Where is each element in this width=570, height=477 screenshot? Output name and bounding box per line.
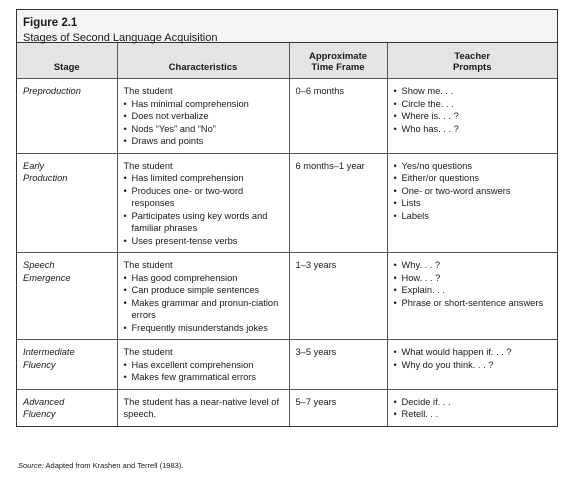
table-header-row bbox=[17, 43, 557, 79]
characteristics-intro: The student bbox=[123, 260, 173, 270]
characteristics-intro: The student bbox=[123, 86, 173, 96]
characteristics-cell bbox=[117, 79, 289, 154]
prompt-item: • Circle the. . . bbox=[394, 98, 552, 111]
figure-number: Figure 2.1 bbox=[23, 17, 78, 29]
table-row bbox=[17, 153, 557, 253]
prompt-item: • Who has. . . ? bbox=[394, 123, 552, 136]
stages-table bbox=[17, 43, 557, 426]
prompt-item: • Show me. . . bbox=[394, 85, 552, 98]
time-frame-cell: 0–6 months bbox=[289, 79, 387, 154]
table-row bbox=[17, 389, 557, 426]
column-header-prompts-line: Teacher bbox=[454, 51, 491, 62]
stage-cell bbox=[17, 389, 117, 426]
prompts-list bbox=[394, 160, 552, 223]
characteristic-item: • Participates using key words and familiar phrases bbox=[124, 210, 283, 235]
characteristic-item: • Draws and points bbox=[124, 135, 283, 148]
time-frame-cell: 6 months–1 year bbox=[289, 153, 387, 253]
stage-name-line: Fluency bbox=[23, 409, 56, 419]
characteristic-item: • Can produce simple sentences bbox=[124, 284, 283, 297]
stage-cell bbox=[17, 153, 117, 253]
characteristic-item: • Nods “Yes” and “No” bbox=[124, 123, 283, 136]
characteristic-item: • Produces one- or two-word responses bbox=[124, 185, 283, 210]
stage-cell bbox=[17, 79, 117, 154]
prompt-item: • Retell. . . bbox=[394, 408, 552, 421]
characteristic-item: • Has minimal comprehension bbox=[124, 98, 283, 111]
characteristics-list bbox=[124, 359, 283, 384]
characteristics-intro: The student has a near-native level of speech. bbox=[123, 396, 280, 419]
source-note bbox=[18, 461, 183, 470]
characteristics-cell bbox=[117, 253, 289, 340]
prompt-item: • Why do you think. . . ? bbox=[394, 359, 552, 372]
table-row bbox=[17, 340, 557, 390]
time-frame-cell: 5–7 years bbox=[289, 389, 387, 426]
prompts-list bbox=[394, 396, 552, 421]
time-frame-cell: 1–3 years bbox=[289, 253, 387, 340]
source-label: Source: bbox=[18, 461, 44, 470]
characteristics-list bbox=[124, 98, 283, 148]
stage-name-line: Advanced bbox=[23, 396, 65, 407]
source-text: Adapted from Krashen and Terrell (1983). bbox=[43, 461, 184, 470]
stage-name-line: Fluency bbox=[23, 359, 56, 370]
prompt-item: • Lists bbox=[394, 197, 552, 210]
prompt-item: • One- or two-word answers bbox=[394, 185, 552, 198]
prompts-cell bbox=[387, 79, 557, 154]
column-header-prompts bbox=[387, 43, 557, 79]
characteristic-item: • Makes grammar and pronun-ciation errors bbox=[124, 297, 283, 322]
characteristics-intro: The student bbox=[123, 160, 173, 171]
prompt-item: • What would happen if. . . ? bbox=[394, 346, 552, 359]
prompts-cell bbox=[387, 253, 557, 340]
figure-header bbox=[17, 10, 557, 43]
characteristics-list bbox=[124, 172, 283, 247]
figure-title: Stages of Second Language Acquisition bbox=[23, 32, 218, 44]
table-row bbox=[17, 253, 557, 340]
characteristic-item: • Uses present-tense verbs bbox=[124, 235, 283, 248]
characteristic-item: • Has excellent comprehension bbox=[124, 359, 283, 372]
stage-name-line: Emergence bbox=[23, 272, 71, 283]
prompts-list bbox=[394, 85, 552, 135]
prompts-list bbox=[394, 259, 552, 309]
characteristics-cell bbox=[117, 153, 289, 253]
column-header-time-frame-line: Time Frame bbox=[311, 62, 365, 73]
characteristic-item: • Frequently misunderstands jokes bbox=[124, 322, 283, 335]
characteristic-item: • Has limited comprehension bbox=[124, 172, 283, 185]
column-header-prompts-line: Prompts bbox=[452, 62, 492, 73]
characteristics-cell bbox=[117, 340, 289, 390]
characteristic-item: • Does not verbalize bbox=[124, 110, 283, 123]
prompt-item: • How. . . ? bbox=[394, 272, 552, 285]
characteristics-list bbox=[124, 272, 283, 335]
characteristics-cell bbox=[117, 389, 289, 426]
stage-name-line: Preproduction bbox=[23, 86, 81, 96]
column-header-time-frame-line: Approximate bbox=[308, 51, 368, 62]
prompt-item: • Either/or questions bbox=[394, 172, 552, 185]
prompt-item: • Explain. . . bbox=[394, 284, 552, 297]
stage-cell bbox=[17, 340, 117, 390]
table-row bbox=[17, 79, 557, 154]
figure-table-container bbox=[16, 9, 558, 427]
prompt-item: • Why. . . ? bbox=[394, 259, 552, 272]
prompts-cell bbox=[387, 153, 557, 253]
stage-name-line: Speech bbox=[23, 260, 55, 270]
prompt-item: • Yes/no questions bbox=[394, 160, 552, 173]
column-header-characteristics: Characteristics bbox=[117, 43, 289, 79]
stage-name-line: Production bbox=[23, 173, 68, 183]
stage-name-line: Early bbox=[23, 160, 45, 171]
prompts-cell bbox=[387, 389, 557, 426]
prompts-list bbox=[394, 346, 552, 371]
characteristic-item: • Makes few grammatical errors bbox=[124, 371, 283, 384]
prompt-item: • Labels bbox=[394, 210, 552, 223]
stage-name-line: Intermediate bbox=[23, 347, 75, 357]
prompt-item: • Where is. . . ? bbox=[394, 110, 552, 123]
table-body bbox=[17, 79, 557, 426]
time-frame-cell: 3–5 years bbox=[289, 340, 387, 390]
column-header-time-frame bbox=[289, 43, 387, 79]
prompt-item: • Phrase or short-sentence answers bbox=[394, 297, 552, 310]
stage-cell bbox=[17, 253, 117, 340]
prompts-cell bbox=[387, 340, 557, 390]
characteristics-intro: The student bbox=[123, 347, 173, 357]
characteristic-item: • Has good comprehension bbox=[124, 272, 283, 285]
column-header-stage: Stage bbox=[17, 43, 117, 79]
prompt-item: • Decide if. . . bbox=[394, 396, 552, 409]
